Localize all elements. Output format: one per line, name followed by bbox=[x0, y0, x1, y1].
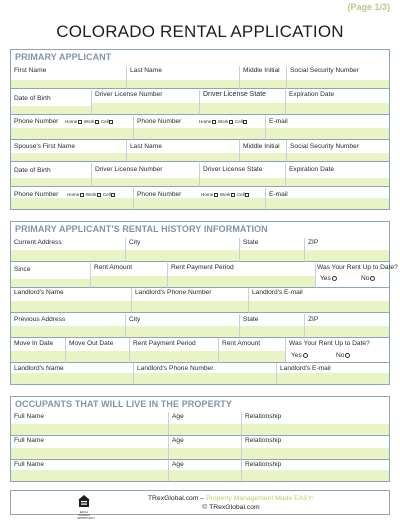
spouse-phone1-field[interactable] bbox=[11, 188, 133, 209]
current-address-label: Current Address bbox=[14, 239, 62, 246]
yes-option[interactable]: Yes bbox=[320, 275, 337, 282]
state-input[interactable] bbox=[240, 250, 304, 261]
current-address-row bbox=[11, 238, 389, 262]
move-out-label: Move Out Date bbox=[69, 340, 114, 347]
prev-rent-period-label: Rent Payment Period bbox=[133, 340, 196, 347]
prev-up-to-date-label: Was Your Rent Up to Date? bbox=[289, 340, 370, 347]
prev-zip-input[interactable] bbox=[305, 326, 389, 337]
landlord-email-input[interactable] bbox=[249, 301, 389, 312]
footer-site-line: TRexGlobal.com – Property Management Made EASY! bbox=[147, 495, 315, 502]
yes-radio[interactable] bbox=[332, 276, 337, 281]
since-field[interactable] bbox=[11, 263, 90, 288]
zip-label: ZIP bbox=[308, 239, 319, 246]
landlord-name-field[interactable] bbox=[11, 288, 131, 313]
occupant-full-name-field[interactable] bbox=[11, 412, 168, 436]
landlord-email-field[interactable] bbox=[248, 288, 389, 313]
prev-city-field[interactable] bbox=[125, 314, 239, 338]
rent-amount-input[interactable] bbox=[91, 276, 167, 287]
spouse-last-name-field[interactable] bbox=[126, 140, 239, 162]
phone1-field[interactable] bbox=[11, 116, 133, 140]
rent-amount-field[interactable] bbox=[90, 263, 167, 288]
spouse-phone2-field[interactable] bbox=[133, 188, 265, 209]
rent-period-label: Rent Payment Period bbox=[171, 264, 234, 271]
prev-landlord-name-label: Landlord's Name bbox=[14, 365, 64, 372]
email-input[interactable] bbox=[266, 128, 389, 139]
occupant-age-field[interactable] bbox=[168, 412, 241, 436]
spouse-dl-state-input[interactable] bbox=[200, 178, 285, 186]
spouse-dob-label: Date of Birth bbox=[14, 167, 51, 174]
prev-rent-period-input[interactable] bbox=[130, 351, 218, 362]
move-out-field[interactable] bbox=[65, 338, 129, 363]
work-checkbox[interactable] bbox=[97, 193, 101, 197]
occupant-full-name-input[interactable] bbox=[11, 470, 168, 481]
prev-landlord-email-label: Landlord's E-mail bbox=[280, 365, 331, 372]
since-label: Since bbox=[14, 266, 31, 273]
occupant-relationship-input[interactable] bbox=[242, 448, 389, 459]
landlord-row bbox=[11, 288, 389, 313]
occupant-relationship-label: Relationship bbox=[245, 461, 282, 468]
occupant-relationship-field[interactable] bbox=[241, 460, 389, 481]
prev-no-radio[interactable] bbox=[345, 353, 350, 358]
work-checkbox[interactable] bbox=[229, 120, 233, 124]
up-to-date-label: Was Your Rent Up to Date? bbox=[317, 264, 398, 271]
prev-landlord-email-field[interactable] bbox=[276, 363, 389, 384]
middle-initial-input[interactable] bbox=[240, 80, 286, 88]
occupant-age-field[interactable] bbox=[168, 460, 241, 481]
home-checkbox[interactable] bbox=[214, 193, 218, 197]
ssn-field[interactable] bbox=[286, 66, 389, 89]
occupant-age-input[interactable] bbox=[169, 470, 241, 481]
equal-housing-icon bbox=[77, 494, 91, 512]
cell-checkbox[interactable] bbox=[111, 193, 115, 197]
occupant-relationship-input[interactable] bbox=[242, 424, 389, 435]
email-field[interactable] bbox=[265, 116, 389, 140]
first-name-label: First Name bbox=[14, 67, 47, 74]
dob-field[interactable] bbox=[11, 90, 91, 115]
dl-state-label: Driver License State bbox=[203, 91, 267, 98]
applicant-dob-row bbox=[11, 90, 389, 115]
prev-landlord-row bbox=[11, 363, 389, 384]
spouse-phone2-label: Phone Number bbox=[137, 191, 182, 198]
cell-checkbox[interactable] bbox=[243, 120, 247, 124]
occupant-row bbox=[11, 436, 389, 460]
rent-amount-label: Rent Amount bbox=[94, 264, 133, 271]
spouse-last-name-label: Last Name bbox=[130, 143, 162, 150]
occupant-relationship-field[interactable] bbox=[241, 412, 389, 436]
rental-history-section bbox=[10, 221, 398, 385]
landlord-email-label: Landlord's E-mail bbox=[252, 289, 303, 296]
spouse-dl-state-label: Driver License State bbox=[203, 166, 263, 173]
cell-checkbox[interactable] bbox=[245, 193, 249, 197]
move-in-input[interactable] bbox=[11, 351, 65, 362]
previous-address-row bbox=[11, 314, 389, 338]
home-checkbox[interactable] bbox=[212, 120, 216, 124]
occupant-full-name-label: Full Name bbox=[14, 461, 45, 468]
expiration-field[interactable] bbox=[285, 90, 389, 115]
primary-applicant-section bbox=[10, 49, 390, 210]
footer-tagline: Property Management Made EASY! bbox=[206, 495, 315, 502]
dl-state-field[interactable] bbox=[199, 90, 285, 115]
occupant-full-name-input[interactable] bbox=[11, 424, 168, 435]
spouse-email-label: E-mail bbox=[269, 191, 288, 198]
occupant-age-label: Age bbox=[172, 437, 184, 444]
spouse-first-name-input[interactable] bbox=[11, 153, 126, 161]
spouse-name-row bbox=[11, 140, 389, 162]
current-address-input[interactable] bbox=[11, 250, 125, 261]
landlord-phone-label: Landlord's Phone Number bbox=[135, 289, 212, 296]
spouse-dl-number-field[interactable] bbox=[91, 163, 199, 187]
occupant-relationship-label: Relationship bbox=[245, 437, 282, 444]
city-label: City bbox=[129, 239, 141, 246]
move-dates-row bbox=[11, 338, 389, 363]
dl-number-field[interactable] bbox=[91, 90, 199, 115]
occupant-relationship-field[interactable] bbox=[241, 436, 389, 460]
spouse-ssn-field[interactable] bbox=[286, 140, 389, 162]
home-checkbox[interactable] bbox=[80, 193, 84, 197]
no-radio[interactable] bbox=[370, 276, 375, 281]
expiration-label: Expiration Date bbox=[289, 91, 335, 98]
occupant-row bbox=[11, 412, 389, 436]
occupant-full-name-field[interactable] bbox=[11, 460, 168, 481]
spouse-email-input[interactable] bbox=[266, 198, 389, 209]
expiration-input[interactable] bbox=[286, 103, 389, 114]
spouse-phone1-input[interactable] bbox=[11, 198, 133, 209]
spouse-last-name-input[interactable] bbox=[127, 153, 239, 161]
previous-address-input[interactable] bbox=[11, 326, 125, 337]
previous-address-label: Previous Address bbox=[14, 316, 66, 323]
phone2-label: Phone Number bbox=[137, 118, 182, 125]
move-out-input[interactable] bbox=[66, 351, 129, 362]
spouse-dl-number-input[interactable] bbox=[92, 178, 199, 186]
spouse-ssn-input[interactable] bbox=[287, 153, 389, 161]
last-name-label: Last Name bbox=[130, 67, 162, 74]
prev-landlord-name-input[interactable] bbox=[11, 373, 133, 384]
prev-zip-field[interactable] bbox=[304, 314, 389, 338]
spouse-phone1-type-options: Home Work Cell bbox=[67, 192, 117, 197]
phone1-input[interactable] bbox=[11, 128, 133, 139]
since-input[interactable] bbox=[11, 279, 90, 287]
rental-history-heading: PRIMARY APPLICANT'S RENTAL HISTORY INFORMATION bbox=[15, 224, 268, 234]
prev-landlord-phone-input[interactable] bbox=[134, 373, 276, 384]
occupant-full-name-label: Full Name bbox=[14, 437, 45, 444]
ssn-label: Social Security Number bbox=[290, 67, 359, 74]
home-checkbox[interactable] bbox=[78, 120, 82, 124]
prev-state-label: State bbox=[243, 316, 259, 323]
previous-address-field[interactable] bbox=[11, 314, 125, 338]
dob-label: Date of Birth bbox=[14, 95, 51, 102]
occupant-relationship-input[interactable] bbox=[242, 470, 389, 481]
spouse-dob-field[interactable] bbox=[11, 163, 91, 187]
spouse-first-name-label: Spouse's First Name bbox=[14, 143, 75, 150]
footer-copyright: © TRexGlobal.com bbox=[202, 504, 260, 511]
spouse-middle-initial-field[interactable] bbox=[239, 140, 286, 162]
zip-input[interactable] bbox=[305, 250, 389, 261]
spouse-first-name-field[interactable] bbox=[11, 140, 126, 162]
occupant-full-name-input[interactable] bbox=[11, 448, 168, 459]
landlord-name-input[interactable] bbox=[11, 301, 131, 312]
prev-rent-amount-field[interactable] bbox=[218, 338, 285, 363]
spouse-phone2-type-options: Home Work Cell bbox=[201, 192, 251, 197]
rent-period-input[interactable] bbox=[168, 276, 315, 287]
prev-yes-radio[interactable] bbox=[303, 353, 308, 358]
phone2-type-options: Home Work Cell bbox=[199, 119, 249, 124]
spouse-dl-state-field[interactable] bbox=[199, 163, 285, 187]
prev-landlord-name-field[interactable] bbox=[11, 363, 133, 384]
prev-city-input[interactable] bbox=[126, 326, 239, 337]
first-name-input[interactable] bbox=[11, 80, 126, 88]
work-checkbox[interactable] bbox=[95, 120, 99, 124]
spouse-ssn-label: Social Security Number bbox=[290, 143, 359, 150]
up-to-date-field bbox=[315, 263, 398, 288]
prev-state-field[interactable] bbox=[239, 314, 304, 338]
prev-yes-option[interactable]: Yes bbox=[291, 352, 308, 359]
work-checkbox[interactable] bbox=[231, 193, 235, 197]
page-number: (Page 1/3) bbox=[347, 2, 390, 12]
prev-landlord-phone-label: Landlord's Phone Number bbox=[137, 365, 214, 372]
occupant-age-input[interactable] bbox=[169, 448, 241, 459]
middle-initial-field[interactable] bbox=[239, 66, 286, 89]
occupants-heading: OCCUPANTS THAT WILL LIVE IN THE PROPERTY bbox=[15, 399, 233, 409]
dl-number-label: Driver License Number bbox=[95, 91, 163, 98]
prev-city-label: City bbox=[129, 316, 141, 323]
prev-zip-label: ZIP bbox=[308, 316, 319, 323]
spouse-dl-number-label: Driver License Number bbox=[95, 166, 163, 173]
spouse-expiration-field[interactable] bbox=[285, 163, 389, 187]
prev-rent-amount-label: Rent Amount bbox=[222, 340, 261, 347]
last-name-field[interactable] bbox=[126, 66, 239, 89]
landlord-phone-input[interactable] bbox=[132, 301, 248, 312]
spouse-email-field[interactable] bbox=[265, 188, 389, 209]
state-field[interactable] bbox=[239, 238, 304, 262]
spouse-middle-initial-label: Middle Initial bbox=[243, 143, 280, 150]
occupant-age-label: Age bbox=[172, 461, 184, 468]
phone2-input[interactable] bbox=[134, 128, 265, 139]
email-label: E-mail bbox=[269, 118, 288, 125]
prev-up-to-date-field bbox=[285, 338, 389, 363]
dl-state-input[interactable] bbox=[200, 103, 285, 114]
prev-rent-amount-input[interactable] bbox=[219, 351, 285, 362]
first-name-field[interactable] bbox=[11, 66, 126, 89]
move-in-label: Move In Date bbox=[14, 340, 54, 347]
spouse-expiration-label: Expiration Date bbox=[289, 166, 335, 173]
applicant-name-row bbox=[11, 66, 389, 89]
landlord-name-label: Landlord's Name bbox=[14, 289, 64, 296]
spouse-phone2-input[interactable] bbox=[134, 198, 265, 209]
prev-landlord-phone-field[interactable] bbox=[133, 363, 276, 384]
phone2-field[interactable] bbox=[133, 116, 265, 140]
no-option[interactable]: No bbox=[361, 275, 375, 282]
prev-landlord-email-input[interactable] bbox=[277, 373, 389, 384]
phone1-label: Phone Number bbox=[14, 118, 59, 125]
prev-no-option[interactable]: No bbox=[336, 352, 350, 359]
spouse-middle-initial-input[interactable] bbox=[240, 153, 286, 161]
spouse-phone1-label: Phone Number bbox=[14, 191, 59, 198]
form-title: COLORADO RENTAL APPLICATION bbox=[56, 22, 344, 41]
equal-housing-label: EQUAL HOUSING OPPORTUNITY bbox=[77, 511, 96, 520]
occupant-age-label: Age bbox=[172, 413, 184, 420]
landlord-phone-field[interactable] bbox=[131, 288, 248, 313]
spouse-phone-row bbox=[11, 188, 389, 209]
footer-site-link[interactable]: TRexGlobal.com bbox=[147, 495, 199, 502]
middle-initial-label: Middle Initial bbox=[243, 67, 280, 74]
phone1-type-options: Home Work Cell bbox=[65, 119, 115, 124]
spouse-expiration-input[interactable] bbox=[286, 178, 389, 186]
last-name-input[interactable] bbox=[127, 80, 239, 88]
spouse-dob-row bbox=[11, 163, 389, 187]
cell-checkbox[interactable] bbox=[109, 120, 113, 124]
occupants-section bbox=[10, 396, 390, 482]
applicant-phone-row bbox=[11, 116, 389, 140]
occupant-full-name-label: Full Name bbox=[14, 413, 45, 420]
rent-period-field[interactable] bbox=[167, 263, 315, 288]
dob-input[interactable] bbox=[11, 106, 91, 114]
occupant-full-name-field[interactable] bbox=[11, 436, 168, 460]
current-address-field[interactable] bbox=[11, 238, 125, 262]
footer bbox=[10, 490, 390, 520]
occupant-row bbox=[11, 460, 389, 481]
spouse-dob-input[interactable] bbox=[11, 178, 91, 186]
since-row bbox=[11, 263, 398, 288]
zip-field[interactable] bbox=[304, 238, 389, 262]
prev-state-input[interactable] bbox=[240, 326, 304, 337]
move-in-field[interactable] bbox=[11, 338, 65, 363]
occupant-age-field[interactable] bbox=[168, 436, 241, 460]
city-field[interactable] bbox=[125, 238, 239, 262]
state-label: State bbox=[243, 239, 259, 246]
primary-applicant-heading: PRIMARY APPLICANT bbox=[15, 52, 112, 62]
occupant-relationship-label: Relationship bbox=[245, 413, 282, 420]
occupant-age-input[interactable] bbox=[169, 424, 241, 435]
city-input[interactable] bbox=[126, 250, 239, 261]
prev-rent-period-field[interactable] bbox=[129, 338, 218, 363]
dl-number-input[interactable] bbox=[92, 103, 199, 114]
ssn-input[interactable] bbox=[287, 80, 389, 88]
